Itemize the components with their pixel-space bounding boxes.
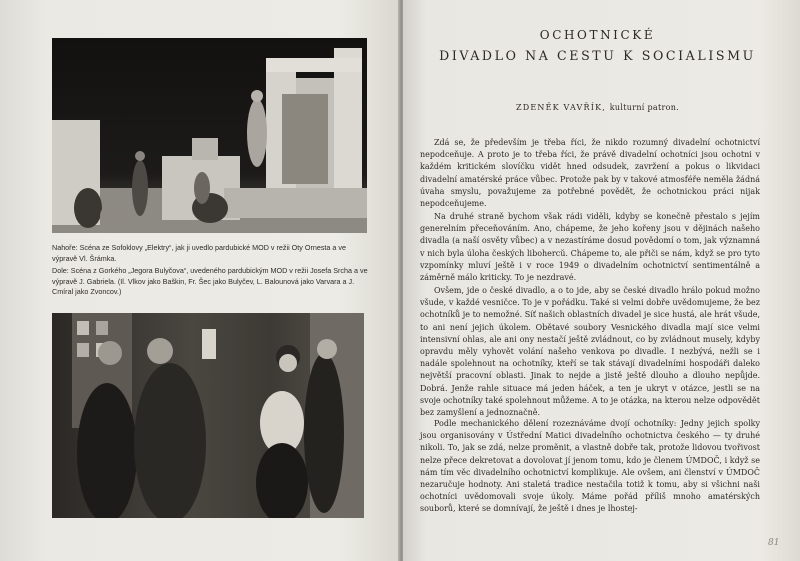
- article-paragraph-3: [420, 285, 760, 419]
- author-name: ZDENĚK VAVŘÍK,: [515, 103, 607, 112]
- article-title-line2: DIVADLO NA CESTU K SOCIALISMU: [439, 48, 756, 63]
- page-number: 81: [768, 538, 780, 548]
- article-paragraph-4: [420, 418, 760, 516]
- elektra-scene-illustration: [52, 38, 367, 233]
- paragraph-text: Na druhé straně bychom však rádi viděli, kdyby se konečně přestalo s jejím generelním přeceňováním. Ano, chápeme, že jeho kořeny jsou v dějinách našeho divadla (a naší osvěty vůbec) a v nezastíráme dosud povědomí o tom, jak významná v nich byla úloha českých libohercŭ. Chápeme to, ale přiči se nám, když se pro tyto vzpomínky mluví ještě i v roce 1949 o divadelním ochotnictví sentimentálně a záměrně málo kriticky. To je nezdravé.: [420, 212, 760, 283]
- caption-bottom-photo: Dole: Scéna z Gorkého „Jegora Bulyčova“, uvedeného pardubickým MOD v režii Josefa Srcha a ve výpravě J. Gabriela. (Il. Vlkov jako Baškin, Fr. Šec jako Bulyčev, L. Balounová jako Varvara a J. Cmíral jako Zvoncov.): [52, 266, 368, 297]
- paragraph-text: Ovšem, jde o české divadlo, a o to jde, aby se české divadlo hrálo pokud možno všude, v každé vesničce. To je v pořádku. Také si velmi dobře uvědomujeme, že bez ochotníků je to nemožné. Síť našich oblastních divadel je sice hustá, ale hrát všude, to ani není jejich úkolem. Obětavé soubory Vesnického divadla mají sice velmi intensivní ohlas, ale ani ony nestačí ještě zvládnout, co by zvládnout musely, kdyby opravdu měly vyhovět volání našeho venkova po divadle. I nezbývá, nežli se i nadále spolehnout na ochotníky, kteří se tak stávají divadelními hospodáři daleko největší pracovní oblasti. Jinak to nejde a jistě ještě dlouho a dlouho nepůjde. Dobrá. Jenže rahle situace má jeden háček, a ten je ukryt v otázce, jestli se na svoje ochotníky také spolehnout můžeme. A to je otázka, na kterou nelze odpovědět bez zamyšlení a jednoznačně.: [420, 286, 760, 418]
- author-role: kulturní patron.: [609, 103, 680, 112]
- paragraph-text: Zdá se, že především je třeba říci, že nikdo rozumný divadelní ochotnictví nepodceňuje. A proto je to třeba říci, že právě divadelní ochotníci jsou ochotni v každém kritickém slovíčku vidět hned odsudek, zavržení a pokus o likvidaci divadelní amatérské práce vůbec. Protože pak by v takové atmosféře neměla žádná úvaha smyslu, považujeme za potřebné povědět, že ochotnickou práci nijak nepodceňujeme.: [420, 138, 760, 209]
- article-title-line1: OCHOTNICKÉ: [539, 28, 656, 42]
- photo-elektra-scene: [52, 38, 367, 233]
- article-author: [420, 103, 775, 112]
- caption-top-photo: Nahoře: Scéna ze Sofoklovy „Elektry“, jak ji uvedlo pardubické MOD v režii Oty Ornesta a ve výpravě Vl. Šrámka.: [52, 243, 347, 263]
- paragraph-text: Podle mechanického dělení rozeznáváme dvojí ochotníky: Jedny jejich spolky jsou organisovány v Ústřední Matici divadelního ochotnictva českého — ty druhé nikoli. To, jak se zdá, nelze proměnit, a vlastně dobře tak, protože lidovou tvořivost nelze přece dekretovat a dovolovat jí jenom tomu, kdo je členem ÚMDOČ, i když se nám tím věc divadelního ochotnictví komplikuje. Ale ovšem, ani členství v ÚMDOČ nezaručuje hodnoty. Ani staletá tradice nestačila totiž k tomu, aby si všichni naši ochotníci uvědomovali svoje úkoly. Máme pořád příliš mnoho amatérských souborů, které se domnívají, že ještě i dnes je lhostej-: [420, 419, 760, 514]
- bulycov-scene-illustration: [52, 313, 364, 518]
- article-paragraph-1: [420, 137, 760, 210]
- photo-bulycov-scene: [52, 313, 364, 518]
- article-paragraph-2: [420, 211, 760, 284]
